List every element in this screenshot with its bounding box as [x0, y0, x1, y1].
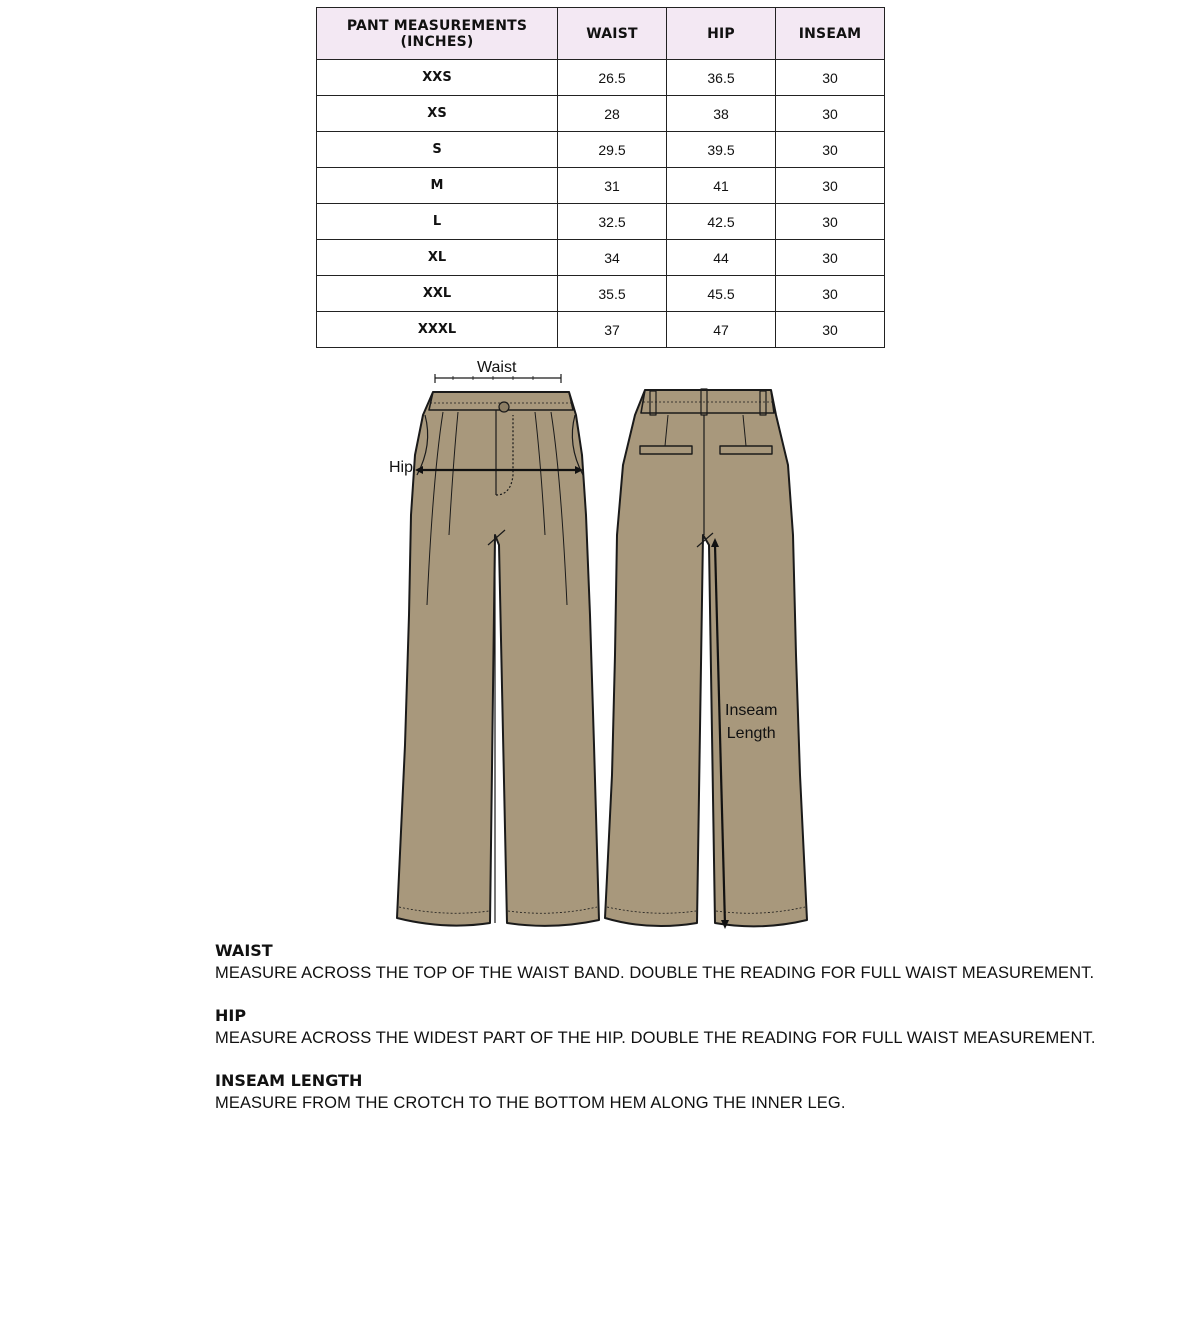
table-row — [317, 312, 885, 348]
size-cell: XXS — [317, 60, 558, 96]
inseam-label — [725, 699, 777, 745]
note-text: MEASURE ACROSS THE TOP OF THE WAIST BAND. DOUBLE THE READING FOR FULL WAIST MEASUREMENT. — [215, 964, 1095, 982]
note-text: MEASURE ACROSS THE WIDEST PART OF THE HIP. DOUBLE THE READING FOR FULL WAIST MEASUREMENT. — [215, 1029, 1096, 1047]
note-title: INSEAM LENGTH — [215, 1071, 363, 1090]
header-inseam: INSEAM — [776, 8, 885, 60]
hip-cell: 45.5 — [667, 276, 776, 312]
pants-front-view — [397, 392, 599, 926]
inseam-cell: 30 — [776, 240, 885, 276]
note-title: WAIST — [215, 941, 273, 960]
hip-cell: 42.5 — [667, 204, 776, 240]
pants-illustration — [383, 355, 823, 945]
inseam-label-line1: Inseam — [725, 702, 778, 719]
waist-cell: 34 — [558, 240, 667, 276]
hip-cell: 44 — [667, 240, 776, 276]
inseam-cell: 30 — [776, 96, 885, 132]
table-row — [317, 240, 885, 276]
waist-note — [215, 940, 1115, 984]
waist-label: Waist — [477, 359, 517, 376]
size-cell: M — [317, 168, 558, 204]
inseam-cell: 30 — [776, 132, 885, 168]
size-cell: XXXL — [317, 312, 558, 348]
inseam-note — [215, 1070, 1115, 1114]
inseam-cell: 30 — [776, 60, 885, 96]
waist-cell: 37 — [558, 312, 667, 348]
note-text: MEASURE FROM THE CROTCH TO THE BOTTOM HEM ALONG THE INNER LEG. — [215, 1094, 846, 1112]
hip-cell: 36.5 — [667, 60, 776, 96]
size-cell: XS — [317, 96, 558, 132]
inseam-cell: 30 — [776, 276, 885, 312]
waist-cell: 32.5 — [558, 204, 667, 240]
size-chart-table — [316, 7, 885, 348]
note-title: HIP — [215, 1006, 247, 1025]
hip-label: Hip — [389, 459, 414, 476]
hip-cell: 39.5 — [667, 132, 776, 168]
table-row — [317, 96, 885, 132]
waist-cell: 35.5 — [558, 276, 667, 312]
inseam-cell: 30 — [776, 168, 885, 204]
waist-cell: 28 — [558, 96, 667, 132]
size-cell: L — [317, 204, 558, 240]
waist-cell: 26.5 — [558, 60, 667, 96]
table-header-row — [317, 8, 885, 60]
table-row — [317, 276, 885, 312]
table-row — [317, 132, 885, 168]
table-row — [317, 60, 885, 96]
size-cell: XXL — [317, 276, 558, 312]
table-row — [317, 204, 885, 240]
hip-cell: 41 — [667, 168, 776, 204]
size-cell: XL — [317, 240, 558, 276]
pants-back-view — [605, 389, 807, 926]
inseam-label-line2: Length — [726, 725, 776, 742]
table-row — [317, 168, 885, 204]
header-size: PANT MEASUREMENTS (INCHES) — [317, 8, 558, 60]
hip-cell: 38 — [667, 96, 776, 132]
header-hip: HIP — [667, 8, 776, 60]
hip-note — [215, 1005, 1115, 1049]
inseam-cell: 30 — [776, 312, 885, 348]
waist-cell: 29.5 — [558, 132, 667, 168]
measurement-instructions — [215, 940, 1115, 1135]
inseam-cell: 30 — [776, 204, 885, 240]
waist-cell: 31 — [558, 168, 667, 204]
pants-measurement-diagram — [383, 355, 823, 945]
header-waist: WAIST — [558, 8, 667, 60]
hip-cell: 47 — [667, 312, 776, 348]
size-cell: S — [317, 132, 558, 168]
